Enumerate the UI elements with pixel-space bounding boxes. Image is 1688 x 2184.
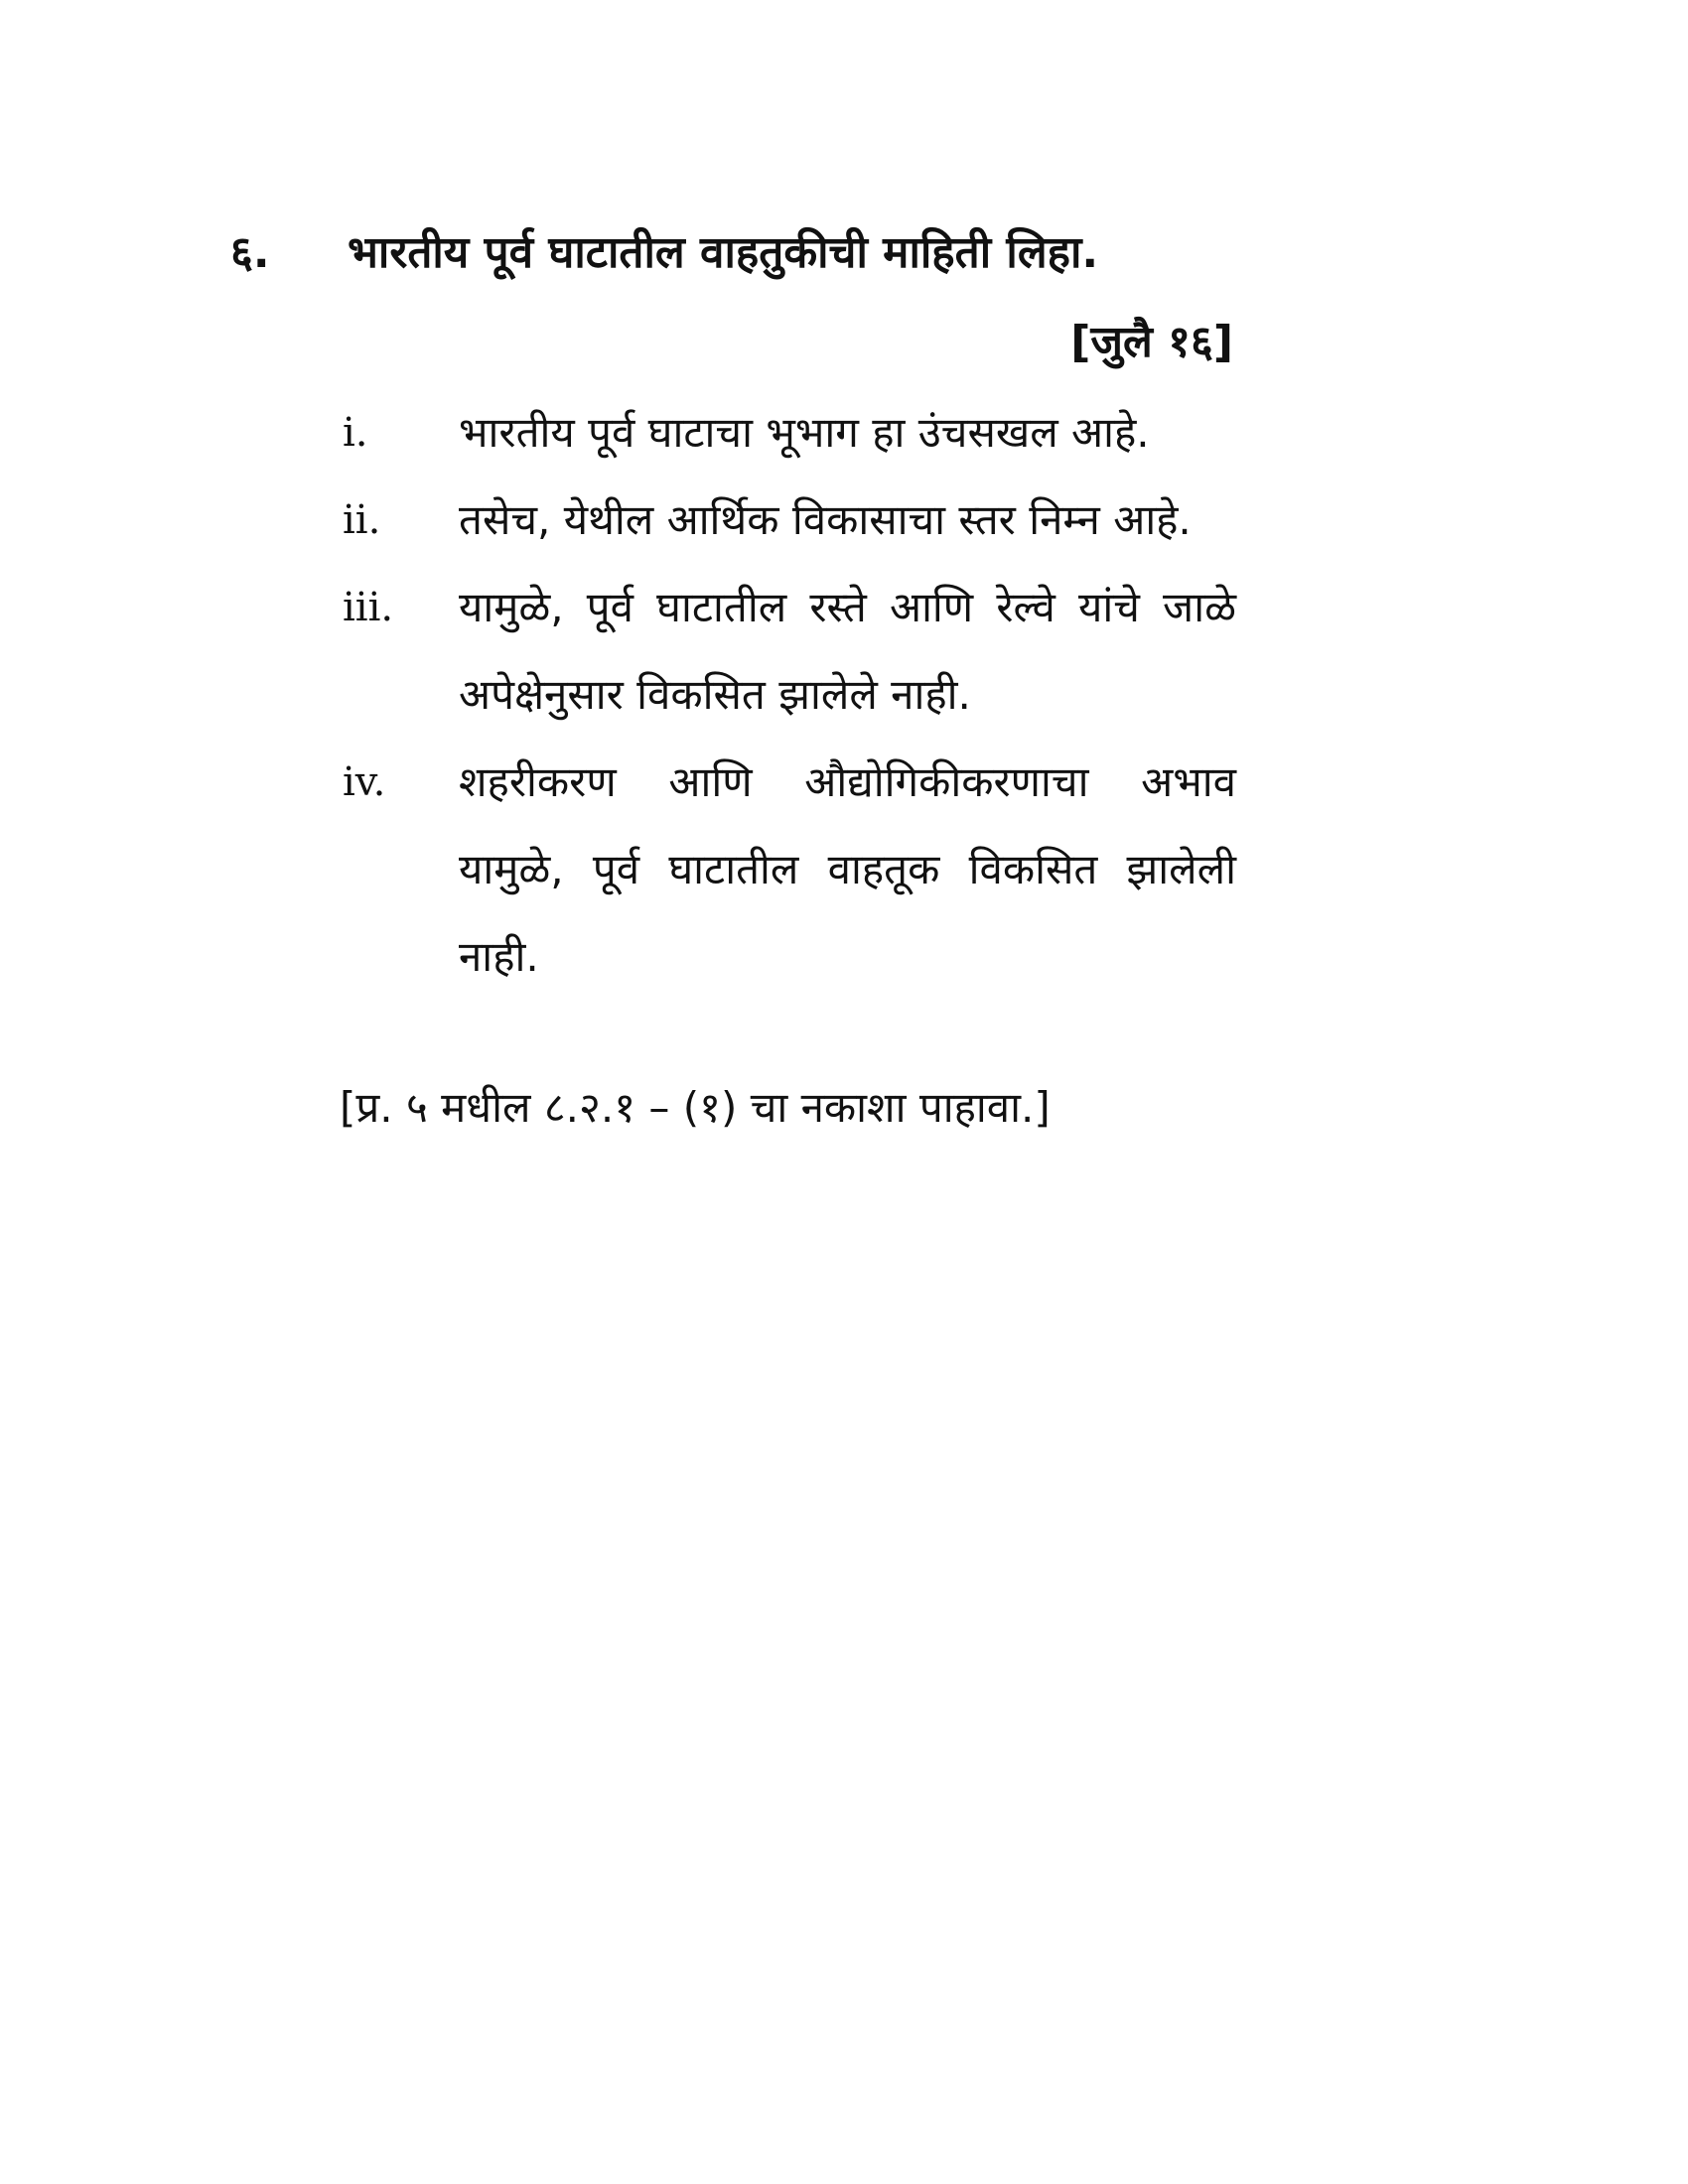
answer-item	[343, 389, 1236, 477]
answer-list	[343, 389, 1236, 1001]
answer-item	[343, 477, 1236, 564]
answer-item	[343, 739, 1236, 1001]
question-text: भारतीय पूर्व घाटातील वाहतुकीची माहिती लिहा.	[348, 227, 1099, 278]
answer-text: तसेच, येथील आर्थिक विकासाचा स्तर निम्न आहे.	[459, 495, 1192, 544]
answer-item	[343, 564, 1236, 739]
answer-text: यामुळे, पूर्व घाटातील रस्ते आणि रेल्वे यांचे जाळे अपेक्षेनुसार विकसित झालेले नाही.	[459, 583, 1236, 719]
answer-text: शहरीकरण आणि औद्योगिकीकरणाचा अभाव यामुळे, पूर्व घाटातील वाहतूक विकसित झालेली नाही.	[459, 757, 1236, 981]
answer-numeral: ii.	[343, 497, 381, 543]
exam-reference: [जुलै १६]	[1070, 317, 1233, 367]
answer-numeral: iv.	[343, 759, 386, 805]
answer-numeral: iii.	[343, 585, 394, 630]
question-number: ६.	[230, 227, 270, 278]
answer-numeral: i.	[343, 410, 368, 456]
map-reference-note: [प्र. ५ मधील ८.२.१ – (१) चा नकाशा पाहावा.]	[340, 1083, 1051, 1132]
answer-text: भारतीय पूर्व घाटाचा भूभाग हा उंचसखल आहे.	[459, 408, 1150, 457]
